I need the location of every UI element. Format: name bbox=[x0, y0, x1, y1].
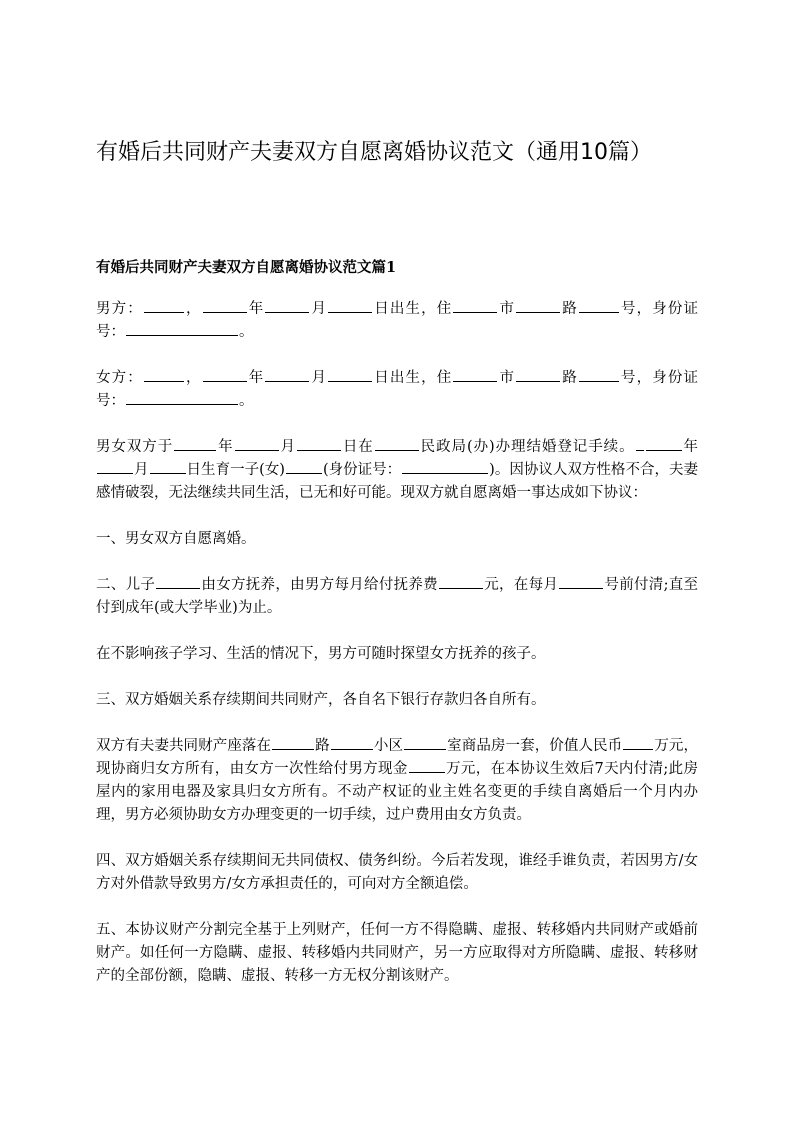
blank-field bbox=[402, 461, 488, 474]
blank-field bbox=[579, 300, 619, 313]
blank-field bbox=[297, 438, 341, 451]
blank-field bbox=[272, 737, 314, 750]
blank-field bbox=[636, 438, 644, 451]
blank-field bbox=[516, 300, 560, 313]
paragraph-clause-5: 五、本协议财产分割完全基于上列财产，任何一方不得隐瞒、虚报、转移婚内共同财产或婚前财产。如任何一方隐瞒、虚报、转移婚内共同财产，另一方应取得对方所隐瞒、虚报、转移财产的全部份额，隐瞒、虚报、转移一方无权分割该财产。 bbox=[96, 922, 698, 984]
blank-field bbox=[375, 438, 419, 451]
paragraph-clause-3: 三、双方婚姻关系存续期间共同财产，各自名下银行存款归各自所有。 bbox=[96, 692, 546, 708]
blank-field bbox=[126, 323, 238, 336]
blank-field bbox=[235, 438, 279, 451]
blank-field bbox=[516, 369, 560, 382]
blank-field bbox=[144, 369, 184, 382]
blank-field bbox=[174, 438, 216, 451]
blank-field bbox=[559, 576, 603, 589]
paragraph-marriage: 男女双方于 年 月 日在 民政局(办)办理结婚登记手续。 年月 日生育一子(女) (身份证号： )。因协议人双方性格不合，夫妻感情破裂，无法继续共同生活，已无和好可能。现双方就自愿离婚一事达成如下协议： bbox=[96, 439, 698, 501]
blank-field bbox=[453, 300, 497, 313]
blank-field bbox=[328, 369, 372, 382]
paragraph-house: 双方有夫妻共同财产座落在 路 小区 室商品房一套，价值人民币 万元，现协商归女方所有，由女方一次性给付男方现金 万元，在本协议生效后7天内付清;此房屋内的家用电器及家具归女方所有。不动产权证的业主姓名变更的手续自离婚后一个月内办理，男方必须协助女方办理变更的一切手续，过户费用由女方负责。 bbox=[96, 738, 699, 823]
blank-field bbox=[328, 300, 372, 313]
blank-field bbox=[453, 369, 497, 382]
paragraph-visitation: 在不影响孩子学习、生活的情况下，男方可随时探望女方抚养的孩子。 bbox=[96, 646, 546, 662]
blank-field bbox=[203, 300, 247, 313]
blank-field bbox=[126, 392, 238, 405]
document-title: 有婚后共同财产夫妻双方自愿离婚协议范文（通用10篇） bbox=[96, 140, 652, 165]
blank-field bbox=[150, 461, 186, 474]
agreement-body bbox=[96, 298, 698, 1011]
blank-field bbox=[579, 369, 619, 382]
blank-field bbox=[97, 461, 133, 474]
paragraph-child-custody: 二、儿子 由女方抚养，由男方每月给付抚养费 元，在每月 号前付清;直至付到成年(或大学毕业)为止。 bbox=[96, 577, 699, 616]
blank-field bbox=[265, 369, 309, 382]
blank-field bbox=[404, 737, 446, 750]
paragraph-woman-info: 女方： ， 年 月 日出生，住 市 路 号，身份证号： 。 bbox=[96, 370, 698, 409]
blank-field bbox=[331, 737, 373, 750]
blank-field bbox=[409, 760, 445, 773]
paragraph-man-info: 男方： ， 年 月 日出生，住 市 路 号，身份证号： 。 bbox=[96, 301, 698, 340]
paragraph-clause-1: 一、男女双方自愿离婚。 bbox=[96, 531, 256, 547]
section-heading: 有婚后共同财产夫妻双方自愿离婚协议范文篇1 bbox=[96, 259, 397, 276]
blank-field bbox=[646, 438, 682, 451]
blank-field bbox=[265, 300, 309, 313]
blank-field bbox=[156, 576, 200, 589]
blank-field bbox=[286, 461, 322, 474]
blank-field bbox=[439, 576, 483, 589]
blank-field bbox=[203, 369, 247, 382]
blank-field bbox=[144, 300, 184, 313]
paragraph-clause-4: 四、双方婚姻关系存续期间无共同债权、债务纠纷。今后若发现，谁经手谁负责，若因男方/女方对外借款导致男方/女方承担责任的，可向对方全额追偿。 bbox=[96, 853, 698, 892]
blank-field bbox=[623, 737, 653, 750]
